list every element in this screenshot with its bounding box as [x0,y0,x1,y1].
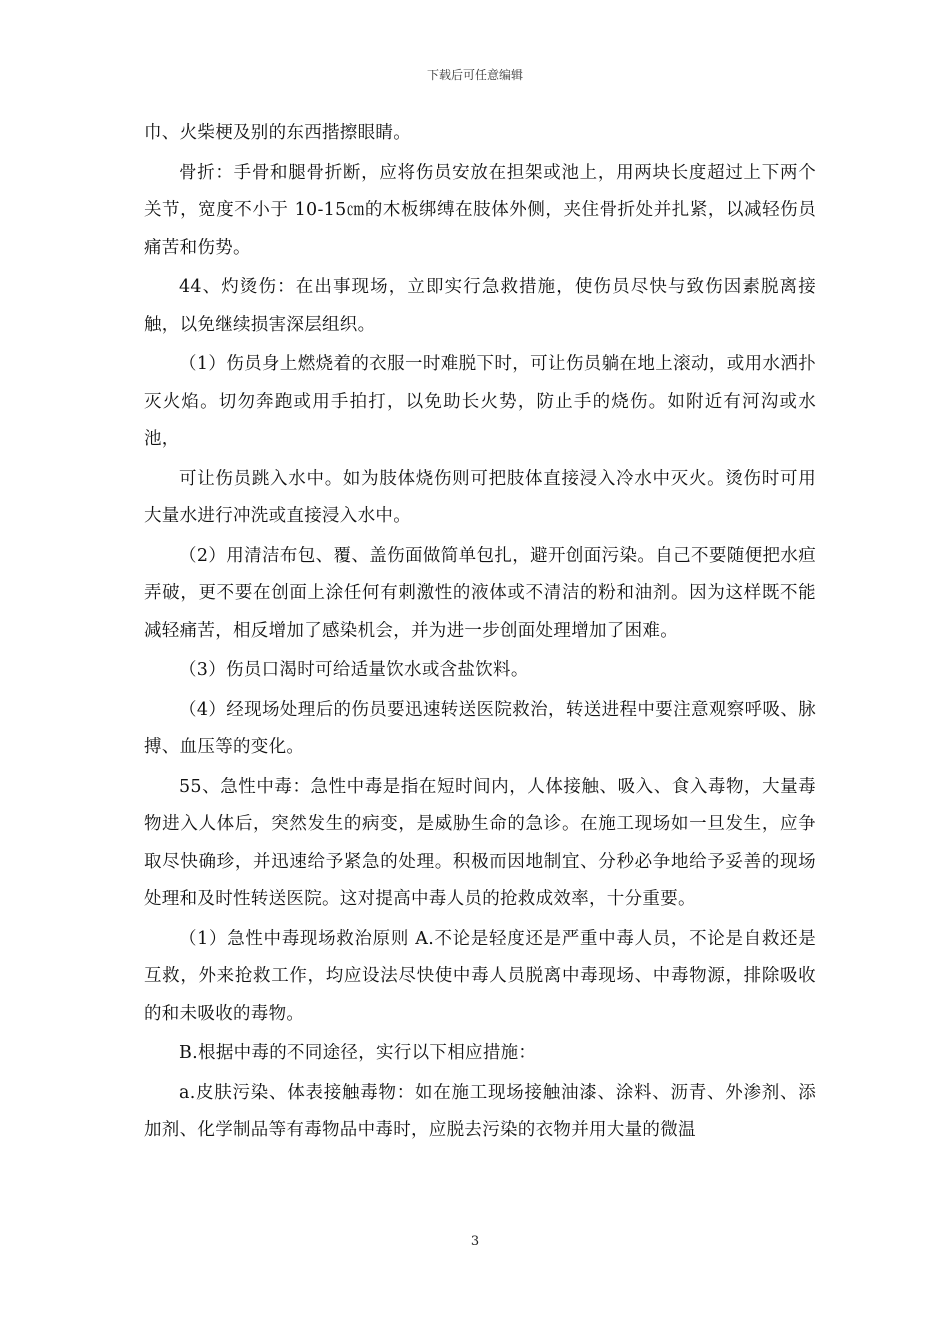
document-body [144,115,816,1150]
paragraph: B.根据中毒的不同途径，实行以下相应措施： [179,1043,537,1063]
paragraph: （1）伤员身上燃烧着的衣服一时难脱下时，可让伤员躺在地上滚动，或用水洒扑灭火焰。切勿奔跑或用手拍打，以免助长火势，防止手的烧伤。如附近有河沟或水池， [144,354,816,449]
paragraph: 骨折：手骨和腿骨折断，应将伤员安放在担架或池上，用两块长度超过上下两个关节，宽度不小于 10-15㎝的木板绑缚在肢体外侧，夹住骨折处并扎紧，以减轻伤员痛苦和伤势。 [144,162,816,258]
paragraph: a.皮肤污染、体表接触毒物：如在施工现场接触油漆、涂料、沥青、外渗剂、添加剂、化学制品等有毒物品中毒时，应脱去污染的衣物并用大量的微温 [144,1082,816,1140]
paragraph: （4）经现场处理后的伤员要迅速转送医院救治，转送进程中要注意观察呼吸、脉搏、血压等的变化。 [144,699,816,757]
page-header: 下载后可任意编辑 [426,68,523,82]
paragraph: （2）用清洁布包、覆、盖伤面做简单包扎，避开创面污染。自己不要随便把水疸弄破，更不要在创面上涂任何有刺激性的液体或不清洁的粉和油剂。因为这样既不能减轻痛苦，相反增加了感染机会，并为进一步创面处理增加了困难。 [144,545,816,641]
paragraph: 巾、火柴梗及别的东西揩擦眼睛。 [144,123,411,143]
paragraph: （3）伤员口渴时可给适量饮水或含盐饮料。 [179,660,529,680]
paragraph: 可让伤员跳入水中。如为肢体烧伤则可把肢体直接浸入冷水中灭火。烫伤时可用大量水进行冲洗或直接浸入水中。 [144,468,816,526]
paragraph: 55、急性中毒：急性中毒是指在短时间内，人体接触、吸入、食入毒物，大量毒物进入人体后，突然发生的病变，是威胁生命的急诊。在施工现场如一旦发生，应争取尽快确珍，并迅速给予紧急的处理。积极而因地制宜、分秒必争地给予妥善的现场处理和及时性转送医院。这对提高中毒人员的抢救成效率，十分重要。 [144,776,816,909]
paragraph: 44、灼烫伤：在出事现场，立即实行急救措施，使伤员尽快与致伤因素脱离接触，以免继续损害深层组织。 [144,277,816,335]
page-number: 3 [470,1234,480,1249]
paragraph: （1）急性中毒现场救治原则 A.不论是轻度还是严重中毒人员，不论是自救还是互救，外来抢救工作，均应设法尽快使中毒人员脱离中毒现场、中毒物源，排除吸收的和未吸收的毒物。 [144,928,816,1024]
